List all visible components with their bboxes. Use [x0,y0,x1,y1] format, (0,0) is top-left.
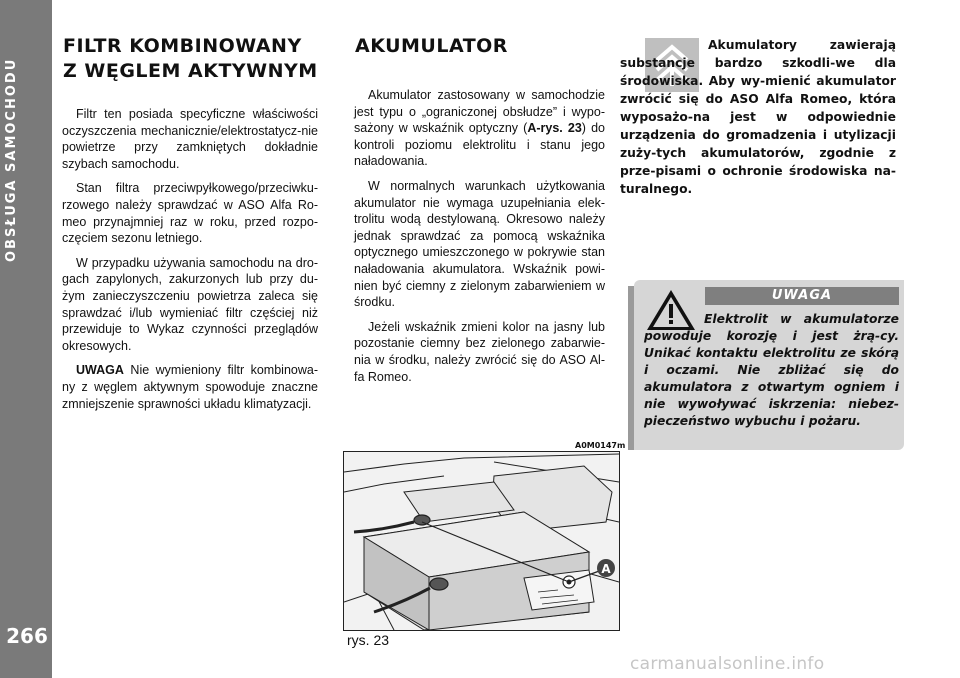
filter-heading-line2: Z WĘGLEM AKTYWNYM [63,60,318,82]
environment-note [620,36,896,198]
filter-note-lead: UWAGA [76,363,124,378]
filter-heading-line1: FILTR KOMBINOWANY [63,35,302,57]
battery-heading: AKUMULATOR [355,35,508,57]
battery-paragraph: W normalnych warunkach użytkowania akumulator nie wymaga uzupełniania elek-trolitu wodą destylowaną. Okresowo należy jednak sprawdzać za pomocą wskaźnika optycznego umieszczonego w pokrywie stan naładowania akumulatora. Wskaźnik powi-nien być ciemny z zielonym zabarwieniem w środku. [354,178,605,310]
page-number: 266 [6,624,48,648]
section-sidebar [0,0,52,678]
warning-text [644,311,899,430]
battery-paragraph [354,87,605,170]
battery-figure [343,451,620,631]
warning-text-body: Elektrolit w akumulatorze powoduje korozję i jest żrą-cy. Unikać kontaktu elektrolitu ze skórą i oczami. Nie zbliżać się do akumulatora z otwartym ogniem i nie wywoływać iskrzenia: niebez-pieczeństwo wybuchu i pożaru. [644,312,899,428]
filter-paragraph: W przypadku używania samochodu na dro-gach zapylonych, zakurzonych lub przy du-żym zanieczyszczeniu powietrza zaleca się sprawdzać i/lub wymieniać filtr częściej niż przewiduje to Wykaz czynności przeglądów okresowych. [62,255,318,353]
filter-note-paragraph [62,362,318,412]
battery-body [354,87,605,393]
battery-p1-a: Akumulator zastosowany w samochodzie jest typu o „ograniczonej obsłudze” i wypo-sażony w wskaźnik optyczny ( [354,88,605,136]
filter-paragraph: Stan filtra przeciwpyłkowego/przeciwku-rzowego należy sprawdzać w ASO Alfa Ro-meo przynajmniej raz w roku, przed rozpo-częciem sezonu letniego. [62,181,318,246]
footer-watermark[interactable]: carmanualsonline.info [630,654,825,674]
section-label: OBSŁUGA SAMOCHODU [4,57,19,263]
filter-note-text: Nie wymieniony filtr kombinowa-ny z węglem aktywnym spowoduje znaczne zmniejszenie sprawności układu klimatyzacji. [62,363,318,411]
environment-note-text: Akumulatory zawierają substancje bardzo szkodli-we dla środowiska. Aby wy-mienić akumulator zwrócić się do ASO Alfa Romeo, która wyposażo-na jest w odpowiednie urządzenia do gromadzenia i utylizacji zuży-tych akumulatorów, zgodnie z prze-pisami o ochronie środowiska na-turalnego. [620,38,896,196]
battery-p1-b: ) do kontroli poziomu elektrolitu i stanu jego naładowania. [354,121,605,169]
filter-paragraph: Filtr ten posiada specyficzne właściwości oczyszczenia mechanicznie/elektrostatycz-nie powietrze przy zamkniętych dokładnie szybach samochodu. [62,107,318,171]
figure-callout-a: A [601,562,611,576]
figure-code: A0M0147m [575,441,626,450]
filter-heading [63,34,333,84]
warning-title: UWAGA [705,287,899,305]
filter-body [62,106,318,420]
battery-paragraph: Jeżeli wskaźnik zmieni kolor na jasny lub pozostanie ciemny bez zielonego zabarwie-nia w środku, należy zwrócić się do ASO Al-fa Romeo. [354,319,605,384]
battery-illustration [344,452,619,630]
figure-reference: A-rys. 23 [527,121,582,136]
figure-caption: rys. 23 [347,632,390,648]
